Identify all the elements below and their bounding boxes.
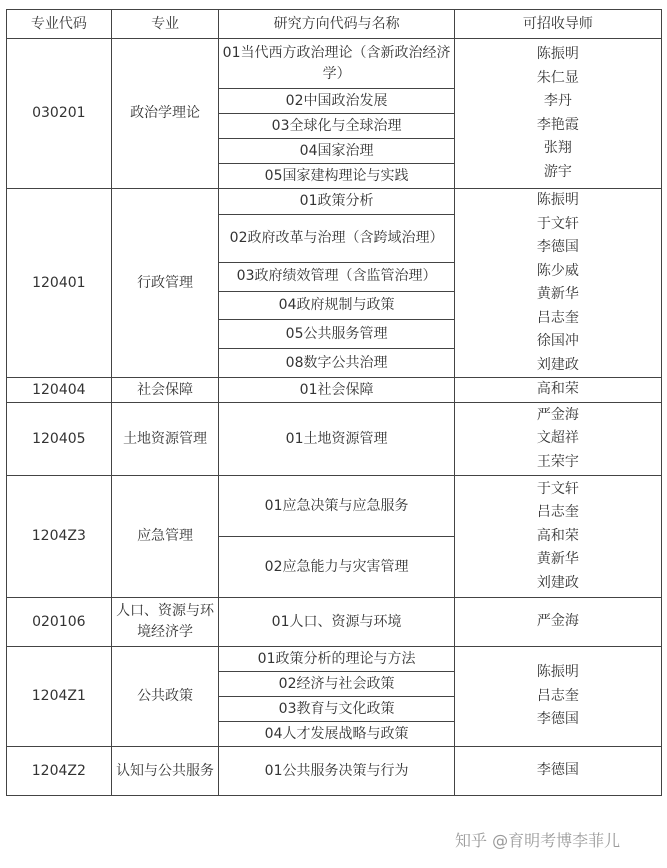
- tutor-name: 严金海: [536, 406, 579, 423]
- header-major: 专业: [111, 10, 219, 39]
- direction-cell: 05国家建构理论与实践: [219, 164, 454, 189]
- header-row: [7, 10, 662, 39]
- table-row: [7, 189, 662, 215]
- major-code-cell: 1204Z1: [7, 647, 112, 747]
- tutor-name: 刘建政: [536, 574, 579, 591]
- direction-cell: 04国家治理: [219, 139, 454, 164]
- direction-cell: 02中国政治发展: [219, 89, 454, 114]
- direction-cell: 08数字公共治理: [219, 349, 454, 378]
- major-code-cell: 120404: [7, 378, 112, 403]
- major-code-cell: 1204Z3: [7, 476, 112, 598]
- tutor-name: 黄新华: [536, 551, 579, 568]
- watermark: 知乎 @育明考博李菲儿: [455, 831, 621, 850]
- table-row: [7, 378, 662, 403]
- major-name-cell: 人口、资源与环境经济学: [111, 598, 219, 647]
- direction-cell: 02经济与社会政策: [219, 672, 454, 697]
- major-code-cell: 120405: [7, 403, 112, 476]
- table-row: [7, 747, 662, 796]
- major-name-cell: 行政管理: [111, 189, 219, 378]
- major-name-cell: 应急管理: [111, 476, 219, 598]
- tutor-name: 张翔: [543, 140, 572, 156]
- direction-cell: 04政府规制与政策: [219, 291, 454, 320]
- tutor-name: 李德国: [536, 239, 579, 255]
- major-code-cell: 020106: [7, 598, 112, 647]
- tutor-name: 于文轩: [536, 215, 579, 232]
- tutor-name: 徐国冲: [536, 333, 579, 349]
- table-body: [7, 39, 662, 796]
- tutors-cell: [454, 403, 661, 476]
- table-row: [7, 39, 662, 89]
- header-code: 专业代码: [7, 10, 112, 39]
- tutor-name: 刘建政: [536, 356, 579, 373]
- tutor-name: 黄新华: [536, 286, 579, 302]
- direction-cell: 02政府改革与治理（含跨域治理）: [219, 214, 454, 262]
- major-code-cell: 1204Z2: [7, 747, 112, 796]
- major-name-cell: 认知与公共服务: [111, 747, 219, 796]
- table-row: [7, 647, 662, 672]
- tutor-name: 李丹: [543, 93, 572, 109]
- tutors-cell: [454, 647, 661, 747]
- tutor-name: 王荣宇: [536, 453, 579, 470]
- header-direction: 研究方向代码与名称: [219, 10, 454, 39]
- tutor-name: 李德国: [536, 711, 579, 728]
- tutor-name: 于文轩: [536, 480, 579, 497]
- tutor-name: 高和荣: [536, 527, 579, 544]
- tutor-name: 游宇: [543, 163, 572, 180]
- majors-table: [6, 9, 662, 796]
- header-tutors: 可招收导师: [454, 10, 661, 39]
- tutor-name: 朱仁显: [536, 69, 579, 86]
- table-row: [7, 476, 662, 537]
- tutor-name: 陈少威: [536, 262, 579, 279]
- direction-cell: 02应急能力与灾害管理: [219, 537, 454, 598]
- tutors-cell: [454, 189, 661, 378]
- table-row: [7, 403, 662, 476]
- direction-cell: 01社会保障: [219, 378, 454, 403]
- tutors-cell: [454, 476, 661, 598]
- tutor-name: 文超祥: [536, 430, 579, 447]
- direction-cell: 01人口、资源与环境: [219, 598, 454, 647]
- tutors-cell: [454, 378, 661, 403]
- direction-cell: 01土地资源管理: [219, 403, 454, 476]
- tutors-cell: [454, 598, 661, 647]
- tutor-name: 陈振明: [536, 192, 579, 208]
- tutor-name: 李艳霞: [536, 116, 579, 133]
- tutors-cell: [454, 39, 661, 189]
- tutor-name: 李德国: [536, 762, 579, 779]
- major-name-cell: 社会保障: [111, 378, 219, 403]
- tutor-name: 吕志奎: [536, 309, 579, 326]
- major-name-cell: 土地资源管理: [111, 403, 219, 476]
- tutor-name: 陈振明: [536, 46, 579, 62]
- direction-cell: 03全球化与全球治理: [219, 114, 454, 139]
- major-name-cell: 公共政策: [111, 647, 219, 747]
- tutor-name: 高和荣: [536, 381, 579, 398]
- direction-cell: 01政策分析的理论与方法: [219, 647, 454, 672]
- direction-cell: 01当代西方政治理论（含新政治经济学）: [219, 39, 454, 89]
- tutors-cell: [454, 747, 661, 796]
- direction-cell: 05公共服务管理: [219, 320, 454, 349]
- table-row: [7, 598, 662, 647]
- direction-cell: 01应急决策与应急服务: [219, 476, 454, 537]
- major-name-cell: 政治学理论: [111, 39, 219, 189]
- tutor-name: 吕志奎: [536, 687, 579, 704]
- major-code-cell: 030201: [7, 39, 112, 189]
- direction-cell: 04人才发展战略与政策: [219, 722, 454, 747]
- tutor-name: 陈振明: [536, 664, 579, 681]
- tutor-name: 吕志奎: [536, 504, 579, 521]
- direction-cell: 01政策分析: [219, 189, 454, 215]
- direction-cell: 01公共服务决策与行为: [219, 747, 454, 796]
- tutor-name: 严金海: [536, 613, 579, 630]
- direction-cell: 03政府绩效管理（含监管治理）: [219, 262, 454, 291]
- major-code-cell: 120401: [7, 189, 112, 378]
- direction-cell: 03教育与文化政策: [219, 697, 454, 722]
